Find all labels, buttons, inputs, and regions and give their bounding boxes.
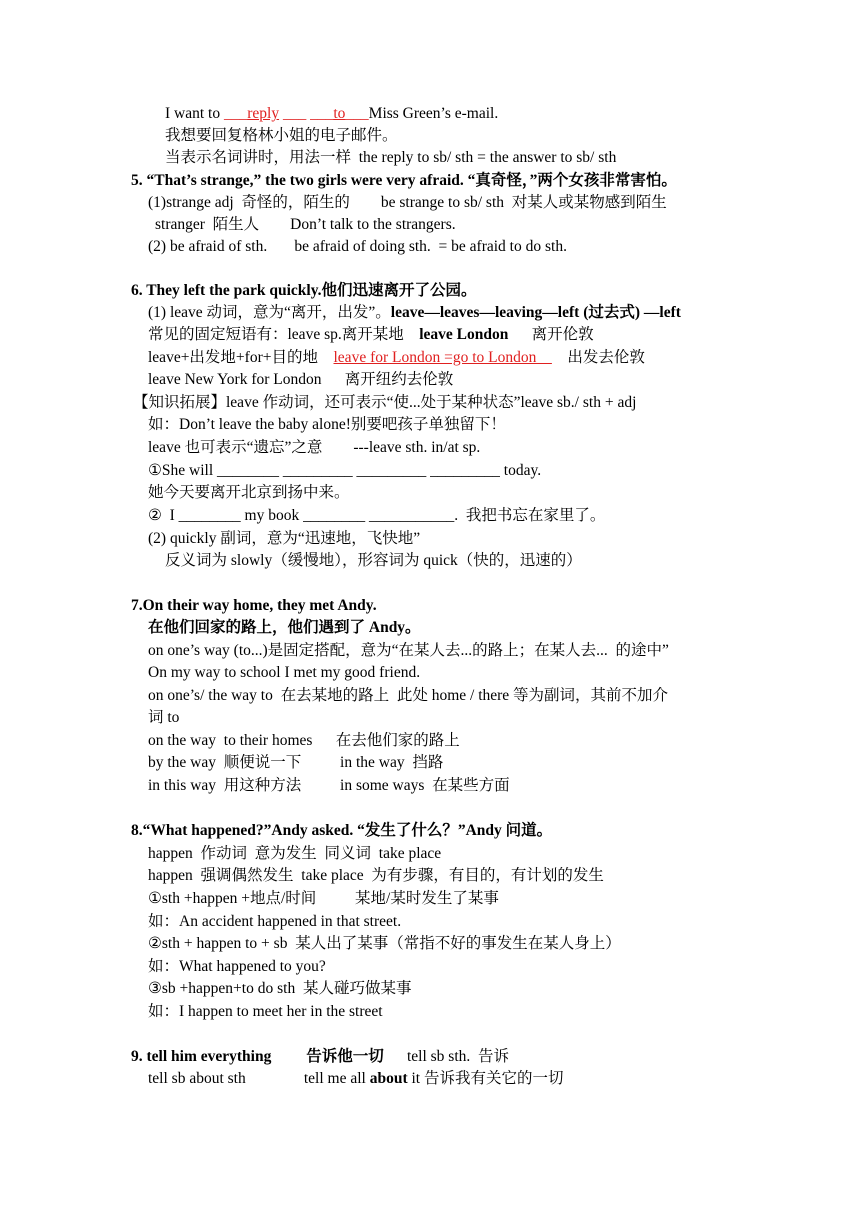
happen-pattern-3: ③sb +happen+to do sth 某人碰巧做某事	[148, 980, 412, 997]
leave-example: 如：Don’t leave the baby alone!别要吧孩子单独留下！	[148, 416, 506, 433]
on-the-way-note: on the way to their homes 在去他们家的路上	[148, 732, 460, 749]
section-5-title: 5. “That’s strange,” the two girls were very afraid. “真奇怪，”两个女孩非常害怕。	[131, 172, 677, 189]
happen-example-3: 如：I happen to meet her in the street	[148, 1003, 383, 1020]
knowledge-extension: 【知识拓展】leave 作动词，还可表示“使...处于某种状态”leave sb./ sth + adj	[133, 394, 637, 411]
reply-translation: 我想要回复格林小姐的电子邮件。	[165, 127, 398, 144]
way-to-note-cont: 词 to	[148, 709, 180, 726]
happen-vs-take-place: happen 强调偶然发生 take place 为有步骤，有目的，有计划的发生	[148, 867, 604, 884]
leave-verb-note: (1) leave 动词，意为“离开，出发”。leave—leaves—leaving—left (过去式) —left	[148, 304, 681, 321]
exercise-1-translation: 她今天要离开北京到扬中来。	[148, 484, 350, 501]
on-my-way-example: On my way to school I met my good friend.	[148, 664, 421, 681]
answer-to: to	[333, 105, 346, 122]
section-6-title: 6. They left the park quickly.他们迅速离开了公园。	[131, 282, 477, 299]
leave-forget-note: leave 也可表示“遗忘”之意 ---leave sth. in/at sp.	[148, 439, 481, 456]
leave-new-york-note: leave New York for London 离开纽约去伦敦	[148, 371, 454, 388]
in-this-way-note: in this way 用这种方法 in some ways 在某些方面	[148, 777, 510, 794]
reply-noun-usage: 当表示名词讲时，用法一样 the reply to sb/ sth = the answer to sb/ sth	[165, 149, 617, 166]
happen-note: happen 作动词 意为发生 同义词 take place	[148, 845, 442, 862]
stranger-note: stranger 陌生人 Don’t talk to the strangers.	[155, 216, 456, 233]
section-9-title: 9. tell him everything 告诉他一切 tell sb sth. 告诉	[131, 1048, 510, 1065]
tell-about-note: tell sb about sth tell me all about it 告诉我有关它的一切	[148, 1070, 564, 1087]
leave-phrase-note: 常见的固定短语有：leave sp.离开某地 leave London 离开伦敦	[148, 326, 594, 343]
answer-leave-for-london: leave for London =go to London	[333, 349, 552, 366]
way-to-note: on one’s/ the way to 在去某地的路上 此处 home / there 等为副词，其前不加介	[148, 687, 669, 704]
leave-for-note: leave+出发地+for+目的地 leave for London =go to London 出发去伦敦	[148, 349, 645, 366]
section-7-translation: 在他们回家的路上，他们遇到了 Andy。	[148, 619, 421, 636]
exercise-1: ①She will ________ _________ _________ _________ today.	[148, 462, 542, 479]
answer-reply: reply	[247, 105, 280, 122]
happen-example-2: 如：What happened to you?	[148, 958, 326, 975]
quickly-note: (2) quickly 副词，意为“迅速地，飞快地”	[148, 530, 421, 547]
afraid-note: (2) be afraid of sth. be afraid of doing sth. = be afraid to do sth.	[148, 238, 567, 255]
happen-example-1: 如：An accident happened in that street.	[148, 913, 402, 930]
section-8-title: 8.“What happened?”Andy asked. “发生了什么？”Andy 问道。	[131, 822, 553, 839]
reply-example-sentence: I want to ___reply ___ ___to___Miss Green’s e-mail.	[165, 105, 499, 122]
happen-pattern-2: ②sth + happen to + sb 某人出了某事（常指不好的事发生在某人身上）	[148, 935, 621, 952]
on-ones-way-note: on one’s way (to...)是固定搭配，意为“在某人去...的路上；在某人去... 的途中”	[148, 642, 669, 659]
exercise-2: ② I ________ my book ________ ___________. 我把书忘在家里了。	[148, 507, 606, 524]
by-the-way-note: by the way 顺便说一下 in the way 挡路	[148, 754, 444, 771]
section-7-title: 7.On their way home, they met Andy.	[131, 597, 377, 614]
happen-pattern-1: ①sth +happen +地点/时间 某地/某时发生了某事	[148, 890, 499, 907]
strange-note: (1)strange adj 奇怪的，陌生的 be strange to sb/ sth 对某人或某物感到陌生	[148, 194, 667, 211]
quickly-antonym: 反义词为 slowly（缓慢地），形容词为 quick（快的，迅速的）	[165, 552, 582, 569]
